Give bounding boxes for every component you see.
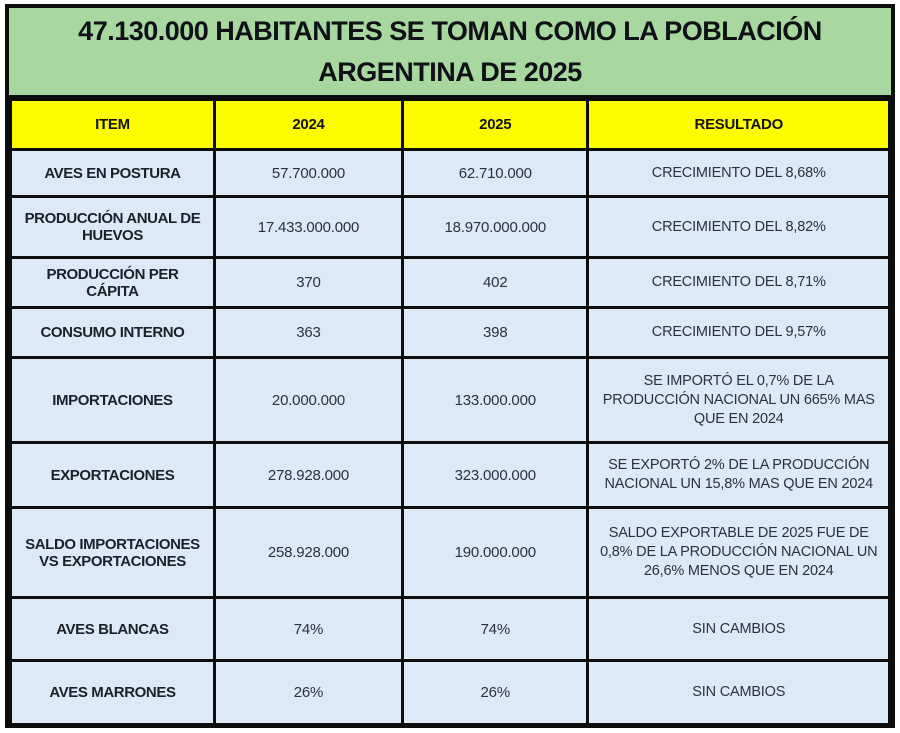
row-2025-value: 26% — [403, 661, 588, 725]
column-header-item: ITEM — [11, 100, 215, 150]
row-2025-value: 133.000.000 — [403, 358, 588, 443]
row-result-text: SIN CAMBIOS — [588, 661, 890, 725]
row-2024-value: 20.000.000 — [214, 358, 402, 443]
title-line-2: ARGENTINA DE 2025 — [318, 56, 582, 87]
row-2024-value: 258.928.000 — [214, 508, 402, 598]
row-2024-value: 57.700.000 — [214, 150, 402, 197]
row-result-text: CRECIMIENTO DEL 8,71% — [588, 258, 890, 308]
row-result-text: CRECIMIENTO DEL 8,68% — [588, 150, 890, 197]
table-row — [11, 508, 890, 598]
header-row — [11, 100, 890, 150]
table-row — [11, 308, 890, 358]
table-title — [9, 8, 891, 98]
row-item-label: AVES MARRONES — [11, 661, 215, 725]
row-result-text: SIN CAMBIOS — [588, 598, 890, 661]
row-2024-value: 278.928.000 — [214, 443, 402, 508]
row-result-text: SALDO EXPORTABLE DE 2025 FUE DE 0,8% DE LA PRODUCCIÓN NACIONAL UN 26,6% MENOS QUE EN 2024 — [588, 508, 890, 598]
row-2024-value: 74% — [214, 598, 402, 661]
row-2025-value: 398 — [403, 308, 588, 358]
row-item-label: EXPORTACIONES — [11, 443, 215, 508]
row-result-text: SE IMPORTÓ EL 0,7% DE LA PRODUCCIÓN NACIONAL UN 665% MAS QUE EN 2024 — [588, 358, 890, 443]
table-row — [11, 258, 890, 308]
column-header-2024: 2024 — [214, 100, 402, 150]
row-2025-value: 62.710.000 — [403, 150, 588, 197]
row-item-label: PRODUCCIÓN PER CÁPITA — [11, 258, 215, 308]
row-2025-value: 190.000.000 — [403, 508, 588, 598]
column-header-resultado: RESULTADO — [588, 100, 890, 150]
table-row — [11, 598, 890, 661]
row-2024-value: 370 — [214, 258, 402, 308]
row-2025-value: 402 — [403, 258, 588, 308]
row-2025-value: 74% — [403, 598, 588, 661]
row-result-text: CRECIMIENTO DEL 8,82% — [588, 197, 890, 258]
table-frame — [5, 4, 895, 728]
row-item-label: SALDO IMPORTACIONES VS EXPORTACIONES — [11, 508, 215, 598]
table-row — [11, 358, 890, 443]
table-row — [11, 661, 890, 725]
row-item-label: PRODUCCIÓN ANUAL DE HUEVOS — [11, 197, 215, 258]
row-2024-value: 17.433.000.000 — [214, 197, 402, 258]
data-table — [9, 98, 891, 726]
row-2025-value: 323.000.000 — [403, 443, 588, 508]
title-line-1: 47.130.000 HABITANTES SE TOMAN COMO LA POBLACIÓN — [78, 15, 822, 46]
row-item-label: IMPORTACIONES — [11, 358, 215, 443]
table-row — [11, 150, 890, 197]
column-header-2025: 2025 — [403, 100, 588, 150]
row-item-label: CONSUMO INTERNO — [11, 308, 215, 358]
row-result-text: SE EXPORTÓ 2% DE LA PRODUCCIÓN NACIONAL UN 15,8% MAS QUE EN 2024 — [588, 443, 890, 508]
row-2024-value: 26% — [214, 661, 402, 725]
row-item-label: AVES EN POSTURA — [11, 150, 215, 197]
table-row — [11, 197, 890, 258]
row-result-text: CRECIMIENTO DEL 9,57% — [588, 308, 890, 358]
table-row — [11, 443, 890, 508]
row-item-label: AVES BLANCAS — [11, 598, 215, 661]
row-2024-value: 363 — [214, 308, 402, 358]
row-2025-value: 18.970.000.000 — [403, 197, 588, 258]
